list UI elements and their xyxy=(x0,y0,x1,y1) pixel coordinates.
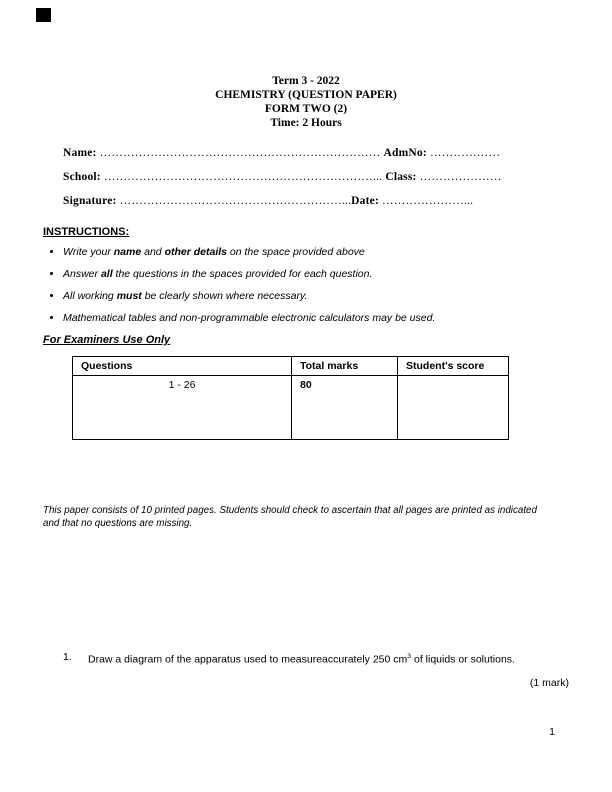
instruction-item: • Mathematical tables and non-programmable electronic calculators may be used. xyxy=(63,312,569,325)
question-1-marks: (1 mark) xyxy=(529,676,569,689)
admno-label: AdmNo: xyxy=(383,147,427,159)
class-label: Class: xyxy=(385,171,417,183)
examiners-score-table xyxy=(72,356,509,440)
instructions-section xyxy=(43,226,569,325)
term-line: Term 3 - 2022 xyxy=(272,75,340,87)
school-label: School: xyxy=(63,171,101,183)
field-line-name-admno xyxy=(63,146,569,160)
questions-range-cell: 1 - 26 xyxy=(73,376,292,440)
total-marks-cell: 80 xyxy=(292,376,398,440)
school-dotted-line: ……………………………………………………………... xyxy=(100,171,386,183)
form-line: FORM TWO (2) xyxy=(264,103,348,115)
instructions-list xyxy=(43,246,569,325)
admno-dotted-line: ……………… xyxy=(426,147,501,159)
field-line-signature-date xyxy=(63,194,569,208)
student-details xyxy=(63,146,569,208)
examiners-use-only-title: For Examiners Use Only xyxy=(43,334,171,346)
column-header-students-score: Student's score xyxy=(398,357,509,376)
instruction-item: • Answer all the questions in the spaces provided for each question. xyxy=(63,268,569,281)
paper-title: CHEMISTRY (QUESTION PAPER) xyxy=(215,89,397,101)
time-line: Time: 2 Hours xyxy=(270,117,342,129)
table-row xyxy=(73,376,509,440)
document-header xyxy=(0,74,612,130)
column-header-questions: Questions xyxy=(73,357,292,376)
column-header-total-marks: Total marks xyxy=(292,357,398,376)
question-1 xyxy=(63,642,569,675)
date-label: Date: xyxy=(351,195,379,207)
signature-dotted-line: …………………………………………………... xyxy=(116,195,352,207)
instruction-item: • All working must be clearly shown where necessary. xyxy=(63,290,569,303)
signature-label: Signature: xyxy=(63,195,117,207)
instructions-title: INSTRUCTIONS: xyxy=(43,226,130,238)
instruction-item: • Write your name and other details on the space provided above xyxy=(63,246,569,259)
date-dotted-line: …………………... xyxy=(378,195,474,207)
class-dotted-line: ………………… xyxy=(416,171,502,183)
printed-pages-notice: This paper consists of 10 printed pages. Students should check to ascertain that all pages are printed as indicated and that no questions are missing. xyxy=(43,505,537,529)
page-number: 1 xyxy=(549,726,555,738)
field-line-school-class xyxy=(63,170,569,184)
question-1-text: Draw a diagram of the apparatus used to measureaccurately 250 $cm^3$ of liquids or solutions. xyxy=(88,653,515,666)
students-score-cell xyxy=(398,376,509,440)
name-label: Name: xyxy=(63,147,97,159)
corner-mark xyxy=(36,8,51,22)
name-dotted-line: ……………………………………………………………… xyxy=(96,147,384,159)
question-1-number: 1. xyxy=(63,651,72,663)
table-header-row xyxy=(73,357,509,376)
